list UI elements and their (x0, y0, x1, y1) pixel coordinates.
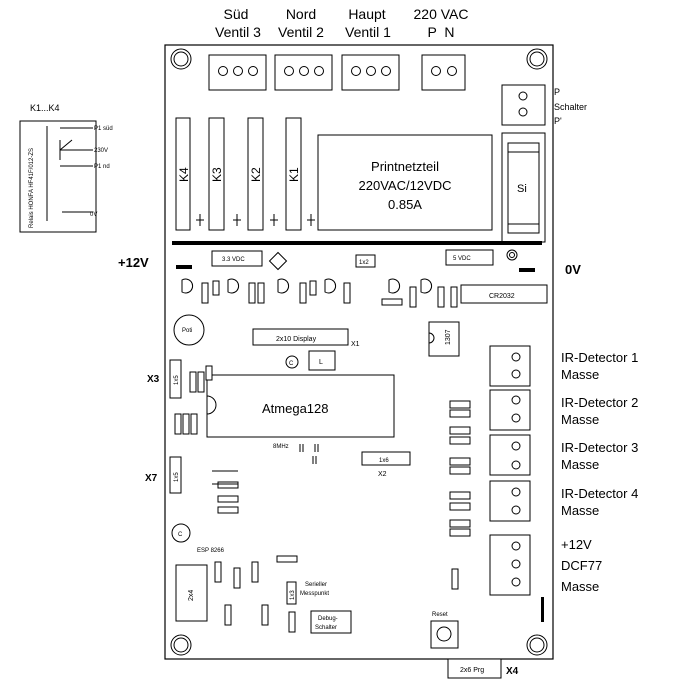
svg-text:Poti: Poti (182, 328, 193, 334)
label-220vac (414, 6, 469, 40)
svg-text:Masse: Masse (561, 503, 600, 518)
svg-text:1307: 1307 (445, 329, 452, 345)
svg-text:5 VDC: 5 VDC (453, 256, 471, 262)
potentiometer (174, 315, 204, 345)
svg-text:C: C (289, 361, 294, 367)
switch-p-terminal (502, 85, 587, 126)
svg-text:K1: K1 (287, 167, 301, 182)
power-rail-bar (172, 241, 542, 245)
jumper-1x3 (287, 582, 296, 604)
svg-text:Printnetzteil: Printnetzteil (371, 159, 439, 174)
label-ir4 (561, 486, 638, 518)
label-ir1 (561, 350, 638, 382)
label-sued (215, 6, 261, 40)
terminal-ir2 (490, 390, 530, 430)
svg-text:Serieller: Serieller (305, 582, 328, 588)
jumper-1x2 (356, 255, 375, 267)
label-nord (278, 6, 324, 40)
power-supply (318, 135, 492, 230)
terminal-nord (275, 55, 332, 90)
svg-text:Nord: Nord (285, 6, 317, 22)
svg-text:230V: 230V (94, 148, 109, 154)
svg-text:0.85A: 0.85A (388, 197, 422, 212)
terminal-220vac (422, 55, 465, 90)
svg-text:P: P (554, 87, 561, 97)
svg-text:L: L (319, 359, 323, 366)
svg-text:Süd: Süd (223, 6, 249, 22)
terminal-dcf77 (490, 535, 530, 595)
debug-switch (311, 611, 351, 633)
svg-text:P N: P N (427, 24, 455, 40)
rail-12v-label: +12V (118, 255, 149, 270)
relay-k2 (248, 118, 263, 230)
reset-button (431, 621, 458, 648)
display-connector (253, 329, 360, 348)
svg-text:+12V: +12V (561, 537, 592, 552)
header-x3 (170, 360, 181, 398)
svg-text:ESP 8266: ESP 8266 (197, 548, 224, 554)
fuse (502, 133, 545, 242)
svg-text:Ventil 3: Ventil 3 (215, 24, 261, 40)
svg-text:P': P' (554, 116, 562, 126)
svg-text:Atmega128: Atmega128 (262, 401, 329, 416)
svg-text:X4: X4 (506, 666, 519, 677)
label-dcf77 (561, 537, 602, 594)
regulator-3v3 (212, 251, 262, 266)
svg-text:DCF77: DCF77 (561, 558, 603, 573)
svg-text:2x4: 2x4 (188, 589, 195, 601)
svg-text:1x6: 1x6 (379, 458, 389, 464)
svg-text:1x2: 1x2 (359, 260, 369, 266)
rtc-1307 (429, 322, 459, 356)
svg-text:K2: K2 (249, 167, 263, 182)
svg-text:Messpunkt: Messpunkt (300, 591, 330, 597)
svg-text:1x5: 1x5 (174, 375, 180, 385)
svg-text:Masse: Masse (561, 412, 600, 427)
svg-text:X3: X3 (147, 374, 160, 385)
rail-0v-label: 0V (565, 262, 581, 277)
label-haupt (345, 6, 391, 40)
svg-text:IR-Detector 4: IR-Detector 4 (561, 486, 639, 501)
terminal-haupt (342, 55, 399, 90)
relay-k3 (209, 118, 224, 230)
svg-text:Schalter: Schalter (554, 102, 588, 112)
svg-text:X2: X2 (378, 471, 387, 478)
mcu-atmega128 (207, 375, 394, 437)
svg-text:C: C (178, 532, 183, 538)
svg-text:IR-Detector 3: IR-Detector 3 (561, 440, 639, 455)
header-x4 (448, 659, 519, 678)
svg-text:Reset: Reset (432, 612, 448, 618)
svg-text:K1...K4: K1...K4 (30, 103, 60, 113)
svg-text:1x5: 1x5 (174, 472, 180, 482)
svg-text:P1 nd: P1 nd (94, 164, 110, 170)
svg-text:Schalter: Schalter (315, 625, 338, 631)
svg-text:Ventil 2: Ventil 2 (278, 24, 324, 40)
terminal-ir4 (490, 481, 530, 521)
battery-cr2032 (461, 285, 547, 303)
svg-text:Relais HONFA HF41F/012-ZS: Relais HONFA HF41F/012-ZS (29, 147, 35, 228)
svg-text:X7: X7 (145, 473, 158, 484)
svg-text:Debug-: Debug- (318, 616, 338, 622)
svg-text:Si: Si (517, 183, 527, 195)
relay-k1 (286, 118, 301, 230)
svg-text:3.3 VDC: 3.3 VDC (222, 257, 245, 263)
svg-text:220VAC/12VDC: 220VAC/12VDC (358, 178, 452, 193)
svg-text:Masse: Masse (561, 579, 600, 594)
svg-text:CR2032: CR2032 (489, 293, 515, 300)
svg-text:Masse: Masse (561, 367, 600, 382)
svg-text:IR-Detector 1: IR-Detector 1 (561, 350, 639, 365)
svg-text:2x10 Display: 2x10 Display (276, 336, 317, 343)
svg-text:Haupt: Haupt (348, 6, 386, 22)
label-ir2 (561, 395, 638, 427)
svg-text:Masse: Masse (561, 457, 600, 472)
svg-text:K3: K3 (210, 167, 224, 182)
relay-symbol-box (20, 103, 113, 232)
svg-text:X1: X1 (351, 341, 360, 348)
svg-text:K4: K4 (177, 167, 191, 182)
svg-text:220 VAC: 220 VAC (413, 6, 469, 22)
svg-text:1x3: 1x3 (290, 590, 296, 600)
regulator-5v (446, 250, 493, 265)
svg-text:0V: 0V (90, 212, 98, 218)
terminal-sued (209, 55, 266, 90)
relay-k4 (176, 118, 191, 230)
terminal-ir3 (490, 435, 530, 475)
svg-text:IR-Detector 2: IR-Detector 2 (561, 395, 639, 410)
svg-text:P1 süd: P1 süd (94, 126, 113, 132)
esp-module (176, 565, 207, 621)
svg-text:8MHz: 8MHz (273, 444, 289, 450)
label-ir3 (561, 440, 638, 472)
inductor (309, 351, 335, 370)
svg-text:Ventil 1: Ventil 1 (345, 24, 391, 40)
svg-text:2x6 Prg: 2x6 Prg (460, 667, 485, 674)
header-x7 (170, 457, 181, 493)
terminal-ir1 (490, 346, 530, 386)
